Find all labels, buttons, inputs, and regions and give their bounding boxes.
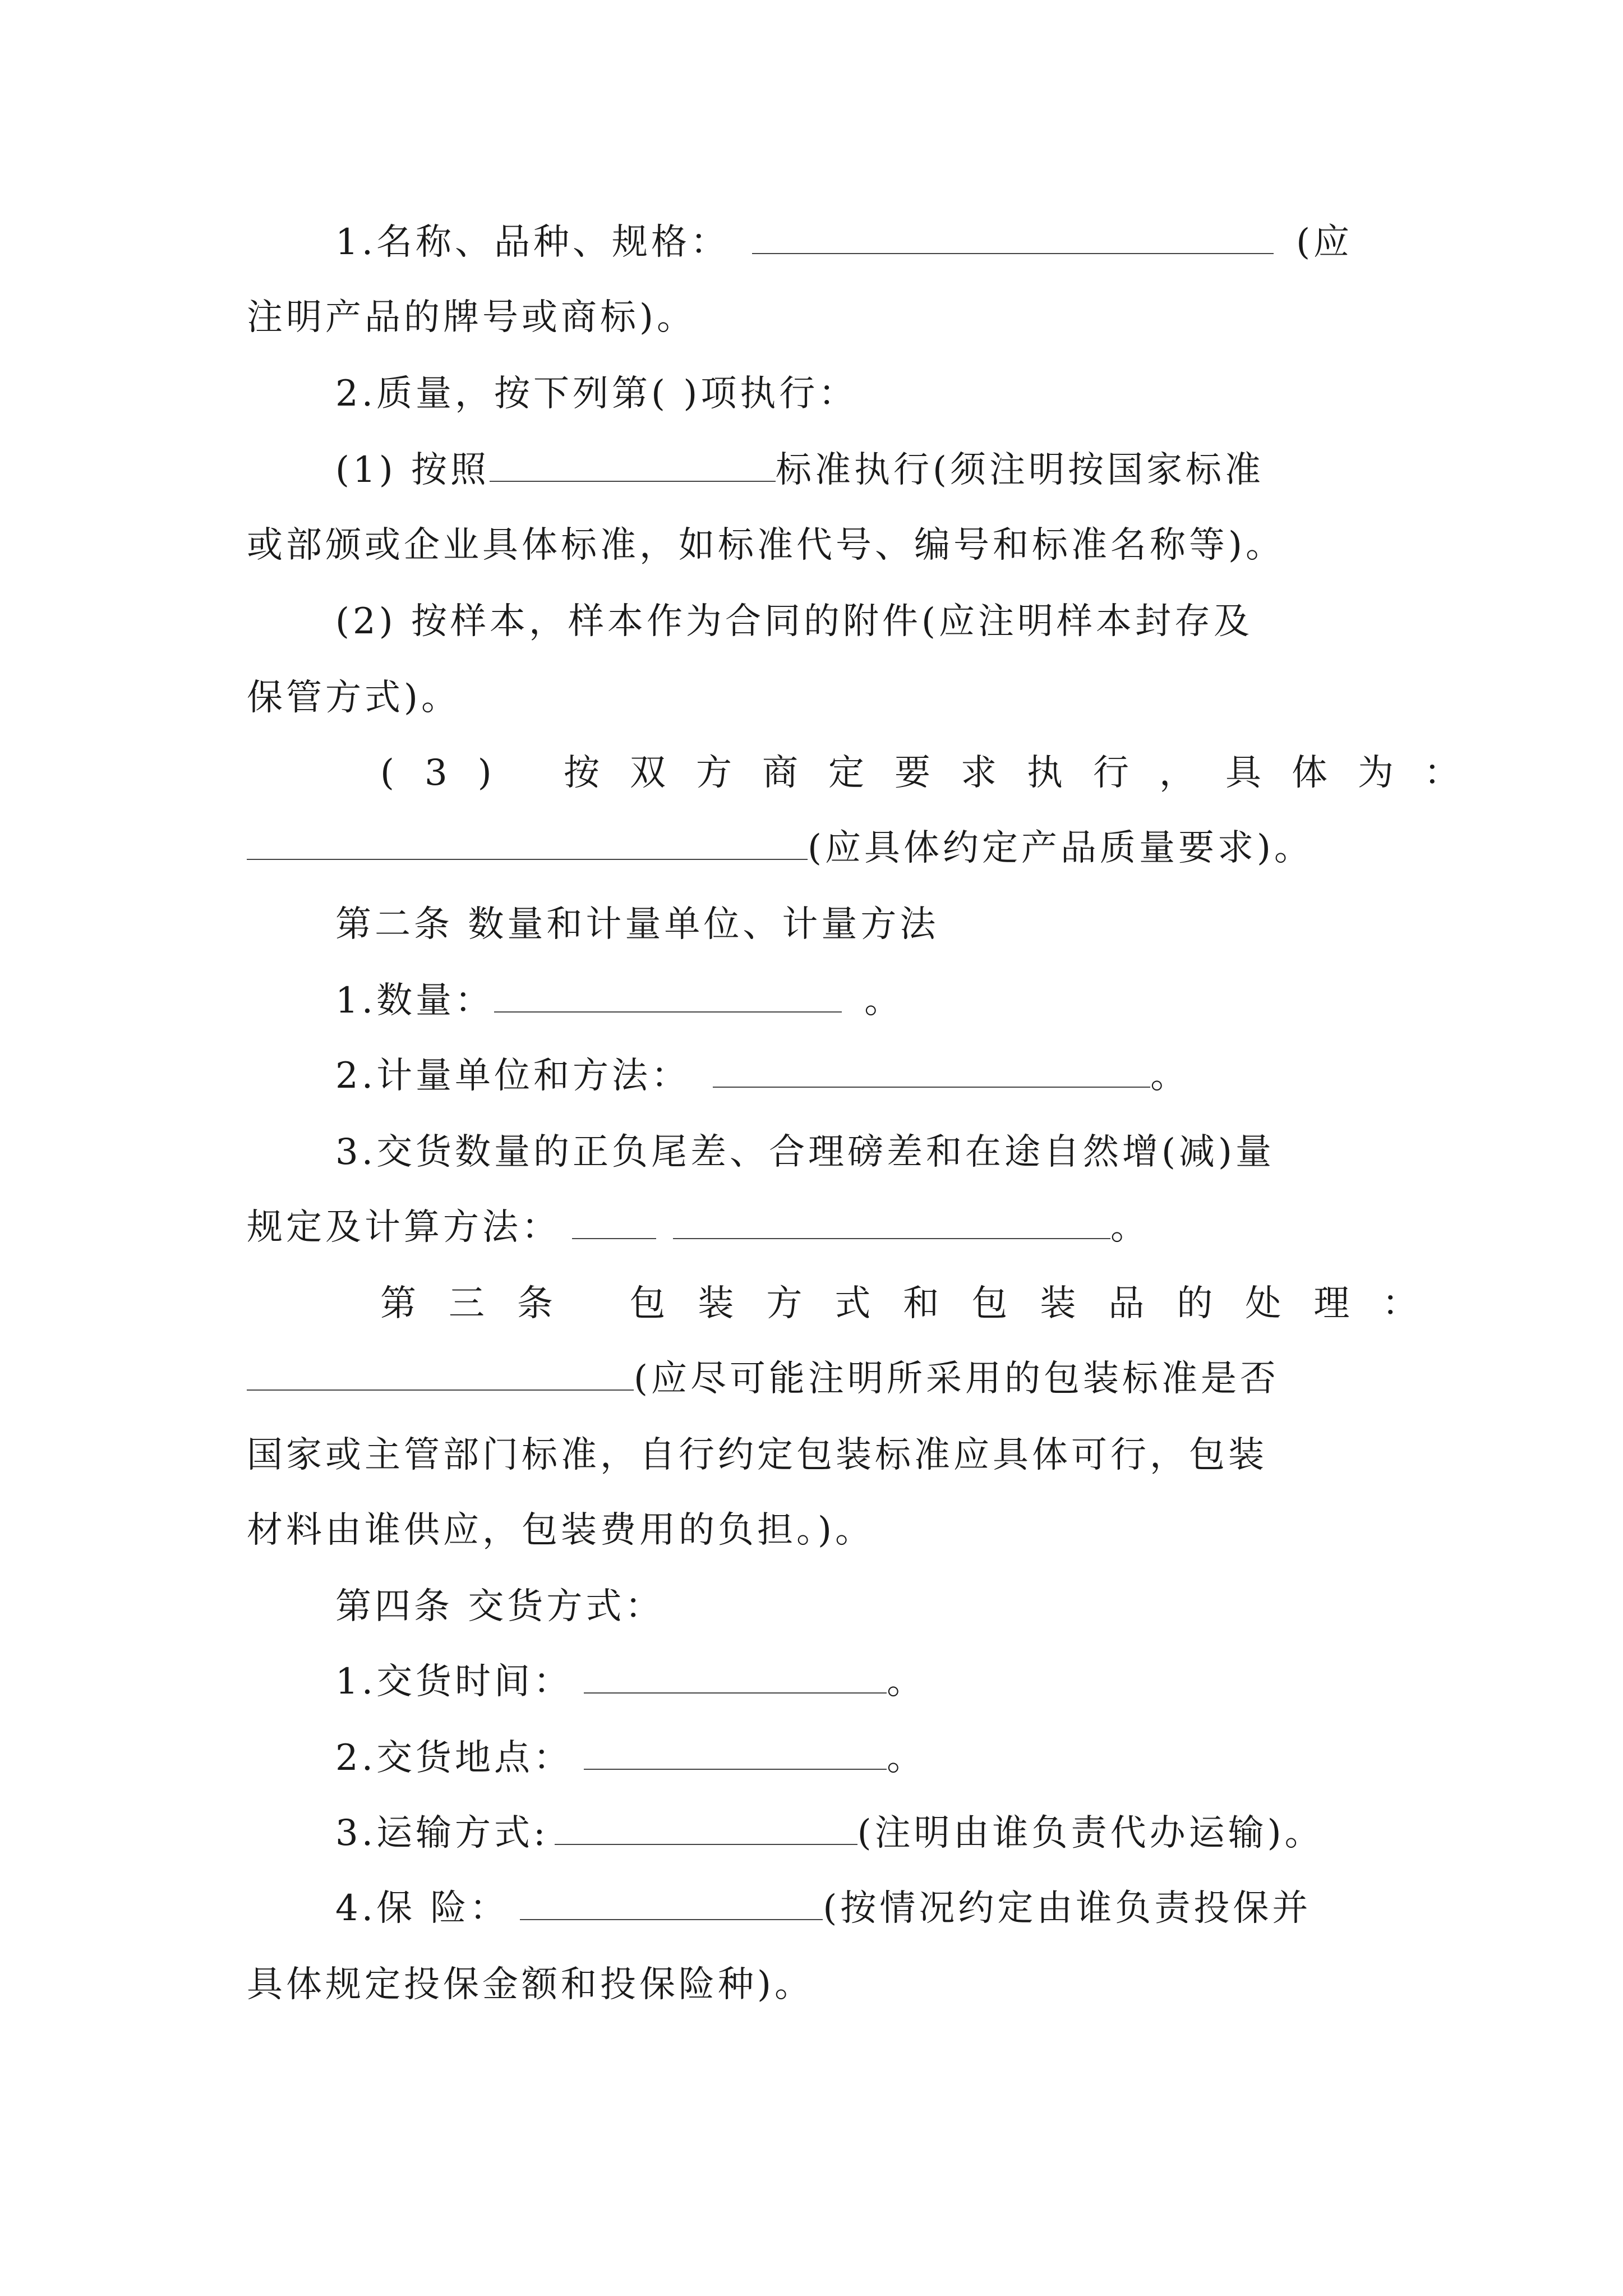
insurance-blank[interactable] (520, 1885, 823, 1920)
unit-method-blank[interactable] (713, 1053, 1150, 1088)
delivery-place-line (335, 1731, 926, 1785)
name-spec-blank[interactable] (752, 219, 1274, 254)
transport-note: (注明由谁负责代办运输)。 (857, 1812, 1324, 1854)
calculation-method-label: 规定及计算方法： (247, 1207, 561, 1248)
text-line (247, 518, 1285, 572)
quality-option-1 (335, 443, 1264, 497)
quantity-blank[interactable] (494, 978, 842, 1013)
text-line-content: 或部颁或企业具体标准，如标准代号、编号和标准名称等)。 (247, 524, 1285, 566)
quality-option-2 (335, 595, 1253, 648)
article-3-title: 第三条 包装方式和包装品的处理： (380, 1283, 1451, 1324)
period: 。 (1110, 1207, 1150, 1248)
text-line-content: 注明产品的牌号或商标)。 (247, 297, 696, 338)
text-line-content: 保管方式)。 (247, 677, 460, 719)
quality-option-3 (380, 746, 1490, 800)
period: 。 (887, 1661, 926, 1703)
calculation-blank-2[interactable] (673, 1204, 1110, 1239)
text-line (247, 1958, 814, 2012)
text-line (247, 291, 696, 344)
delivery-time-label: 1.交货时间： (335, 1661, 573, 1703)
standard-blank[interactable] (490, 447, 776, 482)
article-2-title: 第二条 数量和计量单位、计量方法 (335, 904, 939, 945)
insurance-label: 4.保 险： (335, 1888, 509, 1929)
delivery-tolerance-text: 3.交货数量的正负尾差、合理磅差和在途自然增(减)量 (335, 1131, 1275, 1173)
text-line (247, 1503, 874, 1557)
quality-heading-text: 2.质量，按下列第( )项执行： (335, 373, 858, 415)
text-line-content: 材料由谁供应，包装费用的负担。)。 (247, 1510, 874, 1551)
transport-label: 3.运输方式: (335, 1812, 549, 1854)
text-line (247, 671, 460, 725)
quality-heading (335, 367, 857, 421)
option-3-text: (3) 按双方商定要求执行，具体为： (380, 752, 1490, 794)
delivery-tolerance-line (335, 1125, 1275, 1179)
calculation-blank-1[interactable] (572, 1204, 656, 1239)
article-2-heading (335, 898, 939, 951)
quality-requirement-note: (应具体约定产品质量要求)。 (808, 827, 1313, 869)
quantity-label: 1.数量： (335, 980, 495, 1022)
transport-line (335, 1806, 1324, 1860)
unit-method-label: 2.计量单位和方法： (335, 1055, 691, 1097)
unit-method-line (335, 1049, 1189, 1103)
text-line-content: 国家或主管部门标准，自行约定包装标准应具体可行，包装 (247, 1434, 1267, 1476)
item-name-variety-spec (335, 215, 1353, 269)
quality-requirement-line (247, 821, 1313, 875)
article-4-title: 第四条 交货方式： (335, 1586, 665, 1627)
packaging-note: (应尽可能注明所采用的包装标准是否 (634, 1358, 1279, 1400)
quantity-line (335, 974, 903, 1028)
text-line (247, 1428, 1267, 1482)
calculation-method-line (247, 1200, 1150, 1254)
option-1-note: 标准执行(须注明按国家标准 (776, 449, 1264, 491)
article-3-heading (380, 1277, 1450, 1331)
period: 。 (887, 1737, 926, 1779)
delivery-place-label: 2.交货地点： (335, 1737, 573, 1779)
period: 。 (864, 980, 904, 1022)
article-4-heading (335, 1580, 664, 1634)
insurance-line (335, 1881, 1311, 1935)
quality-requirement-blank[interactable] (247, 825, 808, 860)
text-line-content: 具体规定投保金额和投保险种)。 (247, 1964, 814, 2005)
delivery-place-blank[interactable] (584, 1735, 887, 1770)
delivery-time-blank[interactable] (584, 1659, 887, 1694)
transport-blank[interactable] (555, 1810, 857, 1845)
packaging-blank[interactable] (247, 1356, 634, 1391)
item-note: (应 (1296, 222, 1353, 263)
delivery-time-line (335, 1655, 926, 1709)
item-label: 1.名称、品种、规格： (335, 222, 730, 263)
insurance-note: (按情况约定由谁负责投保并 (823, 1888, 1312, 1929)
option-1-label: (1) 按照 (335, 449, 490, 491)
option-2-text: (2) 按样本，样本作为合同的附件(应注明样本封存及 (335, 601, 1253, 642)
packaging-line (247, 1352, 1279, 1406)
period: 。 (1150, 1055, 1190, 1097)
